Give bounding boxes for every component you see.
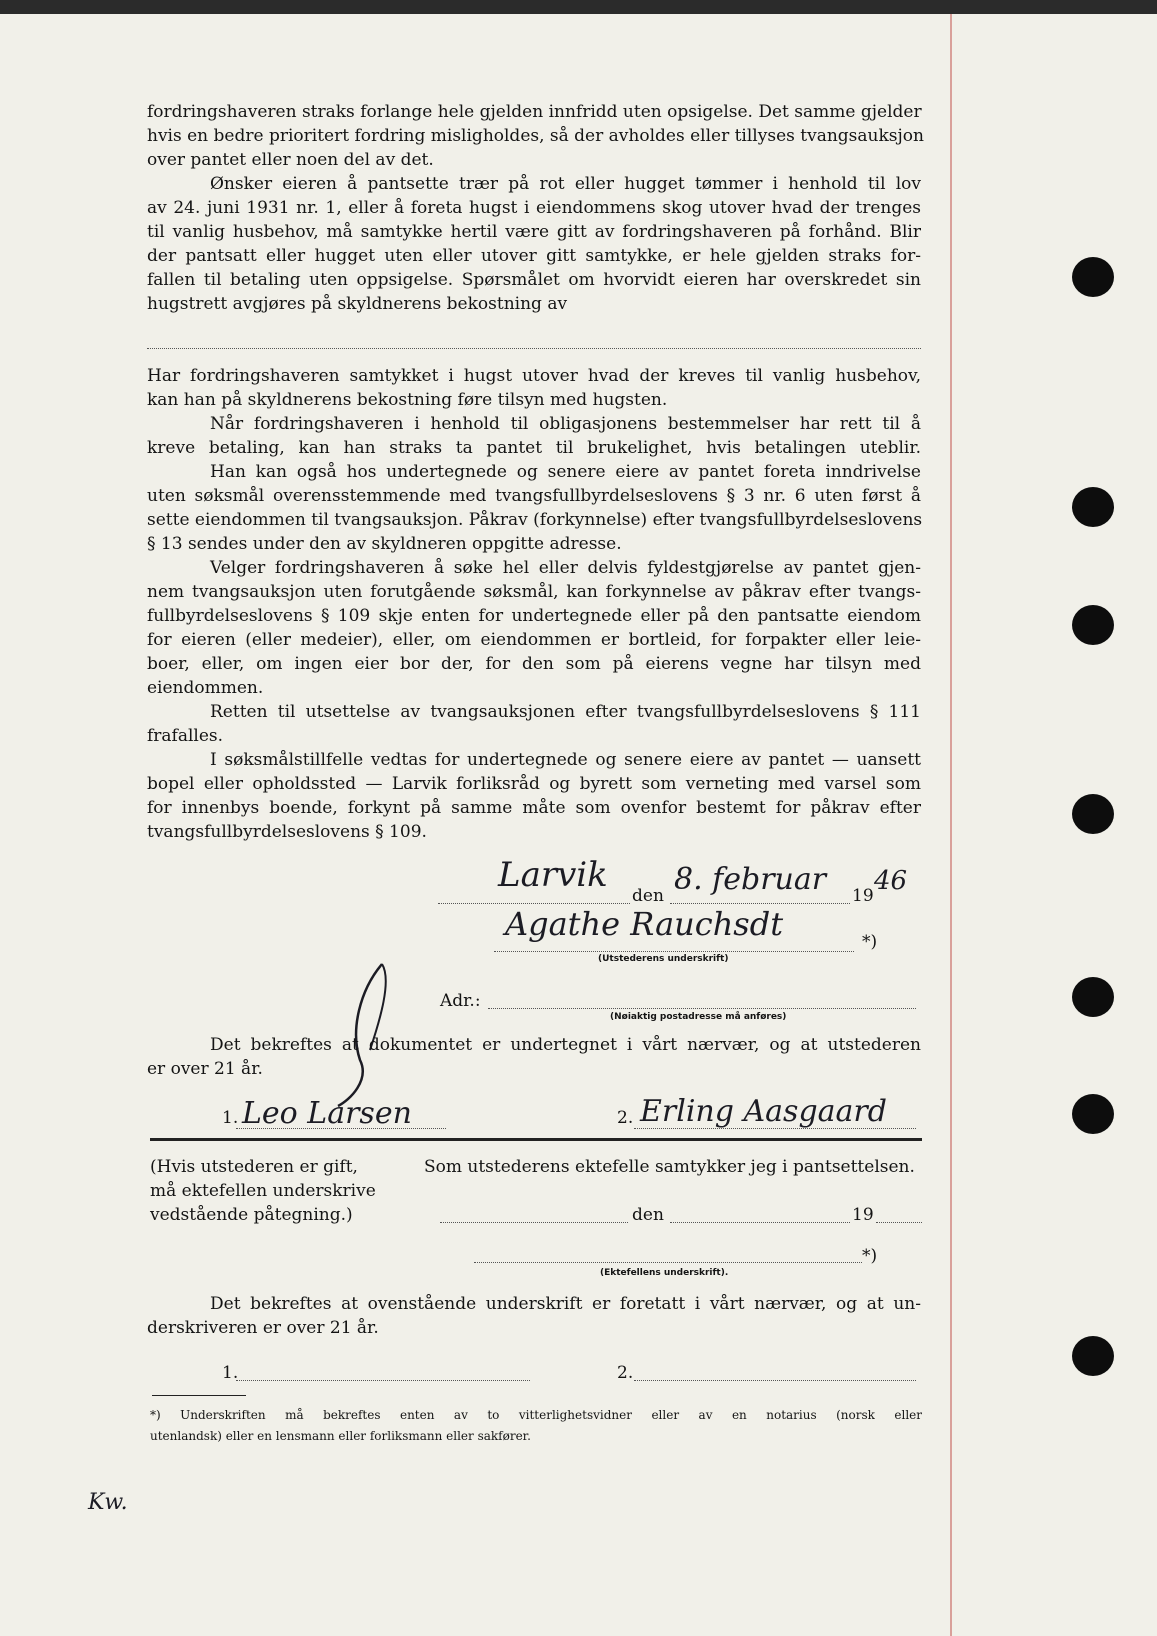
section-rule [150,1138,922,1141]
date-line [670,903,850,904]
spouse-asterisk: *) [862,1246,878,1266]
body-line: av 24. juni 1931 nr. 1, eller å foreta hugst i eiendommens skog utover hvad der trenges [147,198,921,218]
body-line: Ønsker eieren å pantsette trær på rot eller hugget tømmer i henhold til lov [210,174,921,194]
body-line: Når fordringshaveren i henhold til obligasjonens bestemmelser har rett til å [210,414,921,434]
body-line: kan han på skyldnerens bekostning føre tilsyn med hugsten. [147,390,668,410]
body-line: kreve betaling, kan han straks ta pantet til brukelighet, hvis betalingen uteblir. [147,438,921,458]
body-line: bopel eller opholdssted — Larvik forliksråd og byrett som verneting med varsel som [147,774,921,794]
witness-number-2: 2. [617,1108,634,1128]
witness-line: er over 21 år. [147,1059,263,1079]
body-line: for eieren (eller medeier), eller, om eiendommen er bortleid, for forpakter eller leie- [147,630,921,650]
spouse-place-line [440,1222,628,1223]
body-line: fordringshaveren straks forlange hele gjelden innfridd uten opsigelse. Det samme gjelder [147,102,922,122]
witness2-number-2: 2. [617,1363,634,1383]
address-line [488,1008,916,1009]
punch-hole [1072,1336,1114,1376]
punch-hole [1072,977,1114,1017]
footnote-rule [152,1395,246,1396]
body-line: fallen til betaling uten oppsigelse. Spørsmålet om hvorvidt eieren har overskredet sin [147,270,921,290]
spouse-caption: (Ektefellens underskrift). [600,1268,729,1278]
body-line: nem tvangsauksjon uten forutgående søksmål, kan forkynnelse av påkrav efter tvangs- [147,582,921,602]
spouse-note: (Hvis utstederen er gift, [150,1157,358,1177]
place-handwritten: Larvik [498,855,608,895]
body-line: hvis en bedre prioritert fordring misligholdes, så der avholdes eller tillyses tvangsauksjon [147,126,924,146]
spouse-note: må ektefellen underskrive [150,1181,376,1201]
body-line: tvangsfullbyrdelseslovens § 109. [147,822,427,842]
witness-signature-1: Leo Larsen [242,1096,412,1131]
witness2-line-2 [634,1380,916,1381]
den-label: den [632,886,664,906]
footnote-line: utenlandsk) eller en lensmann eller forliksmann eller sakfører. [150,1429,531,1443]
body-line: hugstrett avgjøres på skyldnerens bekostning av [147,294,568,314]
blank-line [147,348,921,349]
spouse-note: vedstående påtegning.) [150,1205,353,1225]
spouse-consent: Som utstederens ektefelle samtykker jeg i pantsettelsen. [424,1157,915,1177]
witness-number-1: 1. [222,1108,239,1128]
body-line: der pantsatt eller hugget uten eller utover gitt samtykke, er hele gjelden straks for- [147,246,921,266]
spouse-year-line [876,1222,922,1223]
spouse-signature-line [474,1262,862,1263]
signature-line [494,951,854,952]
punch-hole [1072,794,1114,834]
punch-hole [1072,605,1114,645]
signer-caption: (Utstederens underskrift) [598,954,729,964]
punch-hole [1072,487,1114,527]
year-handwritten: 46 [874,866,908,896]
punch-hole [1072,257,1114,297]
witness-line: Det bekreftes at dokumentet er undertegnet i vårt nærvær, og at utstederen [210,1035,921,1055]
witness2-number-1: 1. [222,1363,239,1383]
witness-line-1 [236,1128,446,1129]
witness-signature-2: Erling Aasgaard [640,1094,887,1129]
address-caption: (Nøiaktig postadresse må anføres) [610,1012,787,1022]
body-line: eiendommen. [147,678,264,698]
body-line: Velger fordringshaveren å søke hel eller delvis fyldestgjørelse av pantet gjen- [210,558,921,578]
witness-line-2 [634,1128,916,1129]
body-line: for innenbys boende, forkynt på samme måte som ovenfor bestemt for påkrav efter [147,798,921,818]
body-line: Retten til utsettelse av tvangsauksjonen efter tvangsfullbyrdelseslovens § 111 [210,702,921,722]
witness2-line-1 [236,1380,530,1381]
margin-initials: Kw. [88,1490,128,1515]
body-line: uten søksmål overensstemmende med tvangsfullbyrdelseslovens § 3 nr. 6 uten først å [147,486,921,506]
date-handwritten: 8. februar [674,862,827,897]
issuer-signature: Agathe Rauchsdt [505,905,784,943]
place-line [438,903,630,904]
scan-edge [0,0,1157,14]
witness2-line: derskriveren er over 21 år. [147,1318,379,1338]
margin-rule [950,14,952,1636]
spouse-year-label: 19 [852,1205,874,1225]
spouse-den-label: den [632,1205,664,1225]
body-line: til vanlig husbehov, må samtykke hertil være gitt av fordringshaveren på forhånd. Blir [147,222,921,242]
body-line: sette eiendommen til tvangsauksjon. Påkrav (forkynnelse) efter tvangsfullbyrdelseslovens [147,510,923,530]
witness2-line: Det bekreftes at ovenstående underskrift er foretatt i vårt nærvær, og at un- [210,1294,921,1314]
body-line: I søksmålstillfelle vedtas for undertegnede og senere eiere av pantet — uansett [210,750,921,770]
year-printed: 19 [852,886,874,906]
body-line: Han kan også hos undertegnede og senere eiere av pantet foreta inndrivelse [210,462,921,482]
address-label: Adr.: [440,991,481,1011]
body-line: boer, eller, om ingen eier bor der, for den som på eierens vegne har tilsyn med [147,654,921,674]
body-line: fullbyrdelseslovens § 109 skje enten for undertegnede eller på den pantsatte eiendom [147,606,921,626]
body-line: over pantet eller noen del av det. [147,150,434,170]
punch-hole [1072,1094,1114,1134]
spouse-date-line [670,1222,850,1223]
body-line: frafalles. [147,726,224,746]
body-line: Har fordringshaveren samtykket i hugst utover hvad der kreves til vanlig husbehov, [147,366,921,386]
signature-asterisk: *) [862,932,878,952]
body-line: § 13 sendes under den av skyldneren oppgitte adresse. [147,534,622,554]
footnote-line: *) Underskriften må bekreftes enten av to vitterlighetsvidner eller av en notarius (norsk eller [150,1408,922,1422]
